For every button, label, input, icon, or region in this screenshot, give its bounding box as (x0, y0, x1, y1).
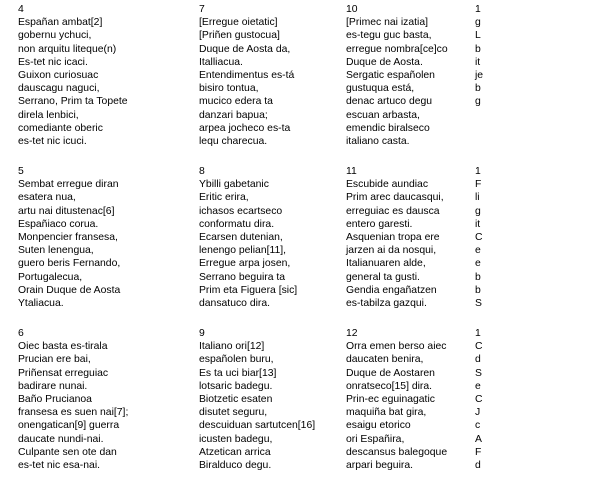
verse-line: Biralduco degu. (199, 460, 272, 472)
verse-line: non arquitu liteque(n) (18, 43, 117, 55)
verse-line: Eritic erira, (199, 192, 249, 204)
verse-line: general ta gusti. (346, 271, 420, 283)
verse-line: Oiec basta es-tirala (18, 341, 108, 353)
verse-line: direla lenbici, (18, 109, 79, 121)
stanza-15-clipped (475, 327, 599, 472)
stanza-number: 5 (18, 166, 24, 177)
verse-line: Erregue arpa josen, (199, 258, 291, 270)
verse-line: d (475, 354, 481, 366)
stanza-number: 9 (199, 328, 205, 339)
verse-line: g (475, 205, 481, 217)
verse-line: Ecarsen dutenian, (199, 232, 283, 244)
verse-line: esaigu etorico (346, 420, 411, 432)
verse-line: lotsaric badegu. (199, 380, 273, 392)
verse-line: badirare nunai. (18, 380, 88, 392)
stanza-10 (346, 3, 470, 148)
verse-line: guero beris Fernando, (18, 258, 121, 270)
verse-line: Italiano ori[12] (199, 341, 265, 353)
verse-line: d (475, 460, 481, 472)
verse-line: Serrano, Prim ta Topete (18, 96, 128, 108)
verse-line: gustuqua está, (346, 83, 415, 95)
verse-line: Entendimentus es-tá (199, 70, 295, 82)
verse-line: es-tabilza gazqui. (346, 298, 427, 310)
verse-line: it (475, 56, 481, 68)
verse-line: Duque de Aosta da, (199, 43, 291, 55)
verse-line: Italianuaren alde, (346, 258, 426, 270)
verse-line: disutet seguru, (199, 407, 268, 419)
verse-line: L (475, 30, 481, 42)
verse-line: S (475, 367, 482, 379)
verse-line: F (475, 179, 482, 191)
verse-line: Sergatic españolen (346, 70, 435, 82)
verse-line: españolen buru, (199, 354, 274, 366)
verse-line: [Priñen gustocua] (199, 30, 280, 42)
verse-line: daucate nundi-nai. (18, 433, 104, 445)
verse-line: F (475, 446, 482, 458)
verse-line: lenengo pelian[11], (199, 245, 287, 257)
stanza-number: 4 (18, 4, 24, 15)
verse-line: arpea jocheco es-ta (199, 122, 291, 134)
verse-line: b (475, 284, 481, 296)
verse-line: S (475, 298, 482, 310)
stanza-13-clipped (475, 3, 599, 109)
stanza-number: 8 (199, 166, 205, 177)
verse-line: Italliacua. (199, 56, 243, 68)
verse-line: descansus balegoque (346, 446, 448, 458)
verse-line: Escubide aundiac (346, 179, 429, 191)
verse-line: e (475, 245, 481, 257)
stanza-number: 6 (18, 328, 24, 339)
verse-line: arpari beguira. (346, 460, 414, 472)
verse-line: Suten lenengua, (18, 245, 94, 257)
verse-line: A (475, 433, 482, 445)
verse-line: es-tegu guc basta, (346, 30, 432, 42)
verse-line: Prucian ere bai, (18, 354, 91, 366)
verse-line: Prim arec daucasqui, (346, 192, 444, 204)
verse-line: lequ charecua. (199, 136, 268, 148)
verse-line: [Primec nai izatia] (346, 17, 428, 29)
verse-line: maquiña bat gira, (346, 407, 427, 419)
verse-line: g (475, 17, 481, 29)
stanza-number: 1 (475, 4, 481, 15)
stanza-5 (18, 165, 142, 310)
verse-line: Monpencier fransesa, (18, 232, 118, 244)
stanza-8 (199, 165, 323, 310)
verse-line: entero garesti. (346, 218, 413, 230)
verse-line: conformatu dira. (199, 218, 275, 230)
stanza-12 (346, 327, 470, 472)
verse-line: b (475, 271, 481, 283)
verse-line: J (475, 407, 481, 419)
verse-line: e (475, 380, 481, 392)
verse-line: Serrano beguira ta (199, 271, 286, 283)
verse-line: [Erregue oietatic] (199, 17, 278, 29)
verse-line: b (475, 43, 481, 55)
verse-line: comediante oberic (18, 122, 103, 134)
verse-line: dauscagu naguci, (18, 83, 100, 95)
stanza-11 (346, 165, 470, 310)
verse-line: italiano casta. (346, 136, 410, 148)
stanza-number: 1 (475, 166, 481, 177)
verse-line: C (475, 341, 483, 353)
stanza-4 (18, 3, 142, 148)
verse-line: emendic biralseco (346, 122, 430, 134)
verse-line: Biotzetic esaten (199, 394, 273, 406)
verse-line: ori Españira, (346, 433, 405, 445)
verse-line: descuiduan sartutcen[16] (199, 420, 316, 432)
verse-line: Ybilli gabetanic (199, 179, 269, 191)
verse-line: it (475, 218, 481, 230)
verse-line: onengatican[9] guerra (18, 420, 120, 432)
verse-line: Portugalecua, (18, 271, 83, 283)
verse-line: Prim eta Figuera [sic] (199, 284, 298, 296)
verse-line: C (475, 394, 483, 406)
verse-line: Baño Prucianoa (18, 394, 92, 406)
verse-line: es-tet nic icuci. (18, 136, 87, 148)
verse-line: Es ta uci biar[13] (199, 367, 277, 379)
stanza-number: 1 (475, 328, 481, 339)
verse-line: Sembat erregue diran (18, 179, 119, 191)
verse-line: je (475, 70, 484, 82)
verse-line: erreguiac es dausca (346, 205, 440, 217)
stanza-number: 10 (346, 4, 358, 15)
stanza-14-clipped (475, 165, 599, 310)
verse-line: Ytaliacua. (18, 298, 64, 310)
verse-line: erregue nombra[ce]co (346, 43, 448, 55)
stanza-number: 11 (346, 166, 357, 177)
verse-line: Asquenian tropa ere (346, 232, 440, 244)
verse-line: escuan arbasta, (346, 109, 420, 121)
verse-line: Españiaco corua. (18, 218, 99, 230)
verse-line: jarzen ai da nosqui, (346, 245, 437, 257)
verse-line: esatera nua, (18, 192, 76, 204)
verse-line: Es-tet nic icaci. (18, 56, 88, 68)
verse-line: dansatuco dira. (199, 298, 271, 310)
verse-line: g (475, 96, 481, 108)
verse-line: c (475, 420, 481, 432)
verse-line: denac artuco degu (346, 96, 433, 108)
verse-line: icusten badegu, (199, 433, 273, 445)
verse-line: Españan ambat[2] (18, 17, 103, 29)
verse-line: onratseco[15] dira. (346, 380, 433, 392)
verse-line: daucaten benira, (346, 354, 424, 366)
verse-line: artu nai ditustenac[6] (18, 205, 115, 217)
verse-line: C (475, 232, 483, 244)
verse-line: Orra emen berso aiec (346, 341, 447, 353)
verse-line: Duque de Aosta. (346, 56, 423, 68)
verse-line: Prin-ec eguinagatic (346, 394, 435, 406)
verse-line: b (475, 83, 481, 95)
verse-line: bisiro tontua, (199, 83, 259, 95)
stanza-number: 7 (199, 4, 205, 15)
verse-line: Gendia engañatzen (346, 284, 437, 296)
verse-line: Priñensat erreguiac (18, 367, 109, 379)
verse-line: e (475, 258, 481, 270)
verse-line: Duque de Aostaren (346, 367, 435, 379)
verse-line: ichasos ecartseco (199, 205, 283, 217)
verse-line: Guixon curiosuac (18, 70, 99, 82)
verse-line: li (475, 192, 480, 204)
verse-line: gobernu ychuci, (18, 30, 92, 42)
verse-line: es-tet nic esa-nai. (18, 460, 101, 472)
verse-line: Atzetican arrica (199, 446, 271, 458)
verse-line: mucico edera ta (199, 96, 273, 108)
stanza-9 (199, 327, 323, 472)
verse-line: danzari bapua; (199, 109, 268, 121)
stanza-7 (199, 3, 323, 148)
verse-line: fransesa es suen nai[7]; (18, 407, 129, 419)
verse-line: Orain Duque de Aosta (18, 284, 121, 296)
stanza-6 (18, 327, 142, 472)
stanza-number: 12 (346, 328, 358, 339)
verse-line: Culpante sen ote dan (18, 446, 117, 458)
